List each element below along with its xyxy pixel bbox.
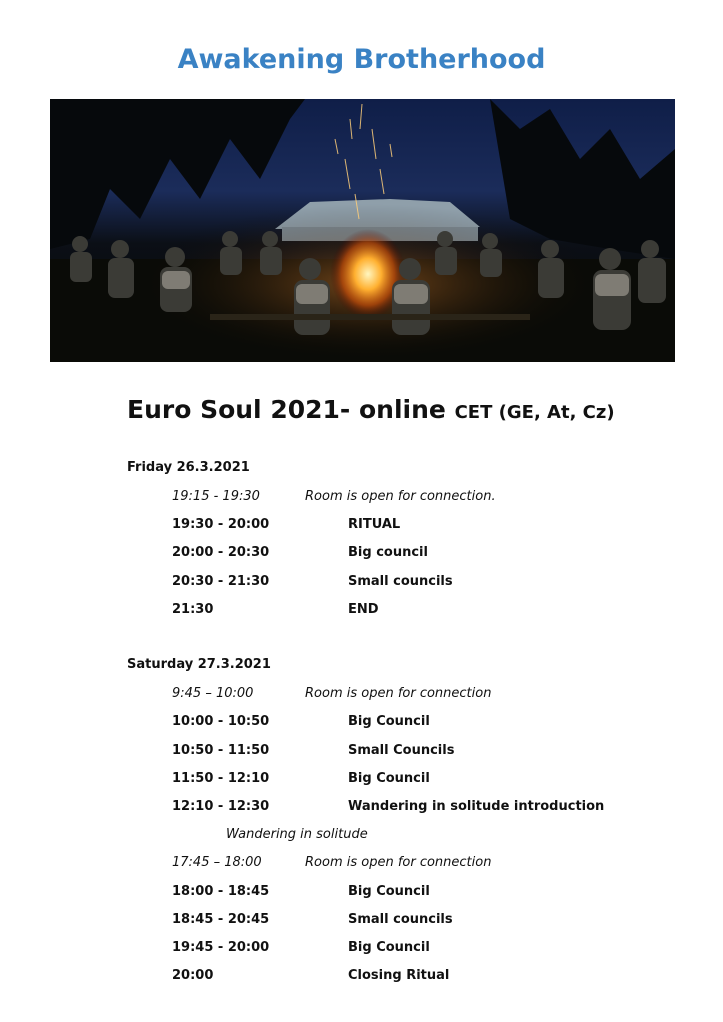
row-activity: Small Councils bbox=[348, 743, 455, 758]
row-activity: Room is open for connection bbox=[305, 855, 492, 870]
row-time: 10:50 - 11:50 bbox=[172, 743, 270, 758]
schedule-row bbox=[0, 545, 723, 565]
row-activity: Wandering in solitude introduction bbox=[348, 799, 605, 814]
schedule-row bbox=[0, 884, 723, 904]
schedule-row bbox=[0, 686, 723, 706]
page-title: Awakening Brotherhood bbox=[177, 44, 546, 75]
row-activity: Big Council bbox=[348, 714, 430, 729]
event-title: Euro Soul 2021- online bbox=[127, 395, 446, 424]
day-heading-saturday: Saturday 27.3.2021 bbox=[127, 657, 271, 672]
row-activity: Big Council bbox=[348, 771, 430, 786]
row-time: 20:00 bbox=[172, 968, 214, 983]
row-time: 18:00 - 18:45 bbox=[172, 884, 270, 899]
row-activity: Closing Ritual bbox=[348, 968, 450, 983]
schedule-row bbox=[0, 968, 723, 988]
row-activity: Room is open for connection. bbox=[305, 489, 496, 504]
row-time: 20:00 - 20:30 bbox=[172, 545, 270, 560]
row-activity: RITUAL bbox=[348, 517, 401, 532]
event-timezone: CET (GE, At, Cz) bbox=[454, 402, 615, 423]
schedule-row bbox=[0, 771, 723, 791]
schedule-note: Wandering in solitude bbox=[226, 827, 368, 842]
row-time: 19:30 - 20:00 bbox=[172, 517, 270, 532]
schedule-row bbox=[0, 940, 723, 960]
schedule-row bbox=[0, 912, 723, 932]
schedule-row bbox=[0, 799, 723, 819]
schedule-row bbox=[0, 602, 723, 622]
row-activity: Big Council bbox=[348, 940, 430, 955]
row-time: 9:45 – 10:00 bbox=[172, 686, 254, 701]
row-time: 19:15 - 19:30 bbox=[172, 489, 260, 504]
row-time: 10:00 - 10:50 bbox=[172, 714, 270, 729]
row-time: 19:45 - 20:00 bbox=[172, 940, 270, 955]
schedule-row bbox=[0, 489, 723, 509]
schedule-row bbox=[0, 855, 723, 875]
row-time: 18:45 - 20:45 bbox=[172, 912, 270, 927]
row-time: 11:50 - 12:10 bbox=[172, 771, 270, 786]
row-time: 20:30 - 21:30 bbox=[172, 574, 270, 589]
day-heading-friday: Friday 26.3.2021 bbox=[127, 460, 250, 475]
schedule-row bbox=[0, 517, 723, 537]
row-activity: Big Council bbox=[348, 884, 430, 899]
event-heading bbox=[127, 395, 615, 424]
row-time: 12:10 - 12:30 bbox=[172, 799, 270, 814]
campfire-photo bbox=[50, 99, 675, 362]
schedule-row bbox=[0, 574, 723, 594]
row-activity: Room is open for connection bbox=[305, 686, 492, 701]
schedule-row bbox=[0, 743, 723, 763]
schedule-row bbox=[0, 714, 723, 734]
row-activity: Small councils bbox=[348, 912, 453, 927]
row-time: 17:45 – 18:00 bbox=[172, 855, 262, 870]
row-activity: END bbox=[348, 602, 379, 617]
row-activity: Big council bbox=[348, 545, 428, 560]
row-activity: Small councils bbox=[348, 574, 453, 589]
row-time: 21:30 bbox=[172, 602, 214, 617]
